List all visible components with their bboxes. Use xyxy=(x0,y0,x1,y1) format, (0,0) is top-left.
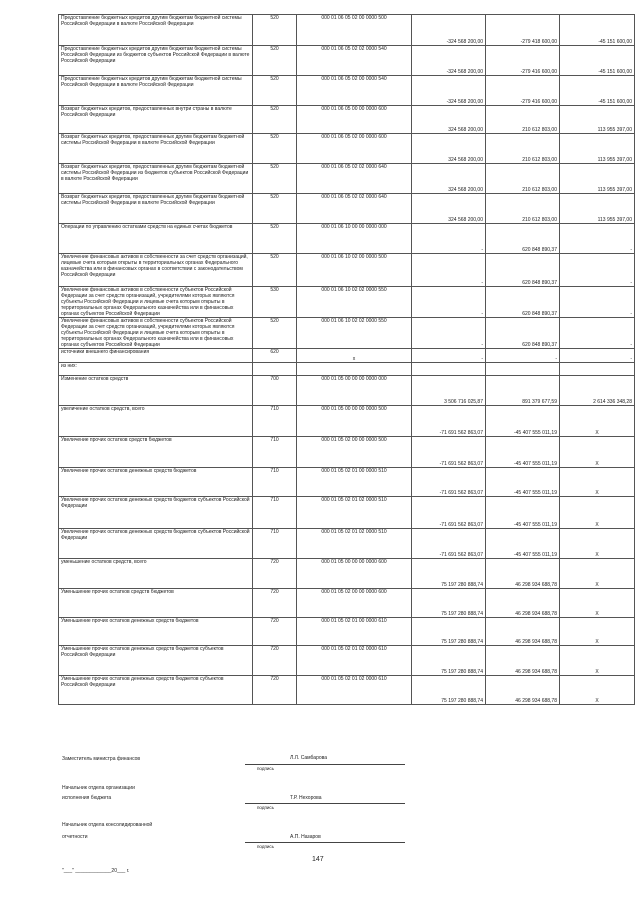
signature-line xyxy=(245,764,405,765)
row-code: 700 xyxy=(253,376,297,406)
table-row xyxy=(59,224,635,254)
row-kbk: 000 01 06 05 02 02 0000 640 xyxy=(297,194,412,224)
row-value-executed: 46 298 934 688,78 xyxy=(486,646,560,676)
row-name: Возврат бюджетных кредитов, предоставленных другим бюджетам бюджетной системы Российской Федерации в валюте Российской Федерации xyxy=(59,194,253,224)
row-value-approved: 75 197 280 888,74 xyxy=(412,676,486,705)
table-row xyxy=(59,589,635,618)
signature-line xyxy=(245,803,405,804)
row-value-executed: -45 407 555 011,19 xyxy=(486,497,560,529)
row-name: Предоставление бюджетных кредитов другим бюджетам бюджетной системы Российской Федерации из бюджетов субъектов Российской Федерации в валюте Российской Федерации xyxy=(59,46,253,76)
row-value-executed: 620 848 890,37 xyxy=(486,224,560,254)
row-code: 710 xyxy=(253,529,297,559)
row-kbk xyxy=(297,363,412,376)
row-value-approved: 75 197 280 888,74 xyxy=(412,646,486,676)
row-kbk: 000 01 05 02 01 00 0000 610 xyxy=(297,618,412,646)
row-name: Возврат бюджетных кредитов, предоставленных внутри страны в валюте Российской Федерации xyxy=(59,106,253,134)
date-line: "___" _____________20___ г. xyxy=(62,868,130,874)
head-org-label-2: исполнения бюджета xyxy=(62,795,112,801)
signature-caption: подпись xyxy=(257,805,275,810)
table-row xyxy=(59,15,635,46)
table-row xyxy=(59,76,635,106)
row-value-approved: 324 568 200,00 xyxy=(412,106,486,134)
row-value-unexecuted: - xyxy=(560,254,635,287)
row-value-approved: 324 568 200,00 xyxy=(412,194,486,224)
row-code: 720 xyxy=(253,676,297,705)
row-value-unexecuted: - xyxy=(560,224,635,254)
row-name: источники внешнего финансирования xyxy=(59,349,253,363)
row-code: 720 xyxy=(253,559,297,589)
head-cons-label-1: Начальник отдела консолидированной xyxy=(62,822,153,828)
row-value-executed: 620 848 890,37 xyxy=(486,318,560,349)
row-value-approved: -71 691 562 863,07 xyxy=(412,406,486,437)
table-row xyxy=(59,468,635,497)
deputy-name: Л.Л. Самбарова xyxy=(290,755,328,761)
row-value-unexecuted: 2 614 336 348,28 xyxy=(560,376,635,406)
row-value-approved: 324 568 200,00 xyxy=(412,134,486,164)
row-value-executed: 891 379 677,59 xyxy=(486,376,560,406)
table-row xyxy=(59,363,635,376)
row-value-executed: 210 612 803,00 xyxy=(486,106,560,134)
table-row xyxy=(59,529,635,559)
head-org-label-1: Начальник отдела организации xyxy=(62,785,135,791)
row-value-approved: 324 568 200,00 xyxy=(412,164,486,194)
row-value-unexecuted: 113 955 397,00 xyxy=(560,164,635,194)
row-value-unexecuted: X xyxy=(560,529,635,559)
row-code: 520 xyxy=(253,164,297,194)
row-value-executed: -45 407 555 011,19 xyxy=(486,468,560,497)
row-name: из них: xyxy=(59,363,253,376)
row-value-approved: 3 506 716 025,87 xyxy=(412,376,486,406)
row-name: Уменьшение прочих остатков средств бюджетов xyxy=(59,589,253,618)
row-code: 520 xyxy=(253,76,297,106)
signature-line xyxy=(245,842,405,843)
row-kbk: 000 01 05 02 01 00 0000 510 xyxy=(297,468,412,497)
row-kbk: 000 01 05 02 01 02 0000 610 xyxy=(297,676,412,705)
head-cons-name: А.П. Назаров xyxy=(290,834,321,840)
row-kbk: 000 01 06 05 02 02 0000 540 xyxy=(297,46,412,76)
row-value-executed: 210 612 803,00 xyxy=(486,134,560,164)
row-value-unexecuted: -45 151 600,00 xyxy=(560,76,635,106)
row-kbk: 000 01 06 05 02 02 0000 640 xyxy=(297,164,412,194)
signature-caption: подпись xyxy=(257,844,275,849)
row-kbk: x xyxy=(297,349,412,363)
row-name: Увеличение прочих остатков денежных средств бюджетов xyxy=(59,468,253,497)
row-kbk: 000 01 06 05 02 00 0000 540 xyxy=(297,76,412,106)
signature-caption: подпись xyxy=(257,766,275,771)
row-name: уменьшение остатков средств, всего xyxy=(59,559,253,589)
row-value-executed: -45 407 555 011,19 xyxy=(486,437,560,468)
row-name: Увеличение финансовых активов в собственности субъектов Российской Федерации за счет средств организаций, учредителями которых являются субъекты Российской Федерации и лицевые счета которым открыты в территориальных органах Федерального казначейства или в финансовых органах субъектов Российской Федерации xyxy=(59,318,253,349)
table-row xyxy=(59,318,635,349)
table-row xyxy=(59,437,635,468)
row-code: 530 xyxy=(253,287,297,318)
head-org-name: Т.Р. Нехорова xyxy=(290,795,322,801)
row-value-unexecuted: 113 955 397,00 xyxy=(560,134,635,164)
row-kbk: 000 01 05 00 00 00 0000 500 xyxy=(297,406,412,437)
row-value-approved: -324 568 200,00 xyxy=(412,46,486,76)
row-name: Предоставление бюджетных кредитов другим бюджетам бюджетной системы Российской Федерации в валюте Российской Федерации xyxy=(59,15,253,46)
row-code: 520 xyxy=(253,134,297,164)
row-kbk: 000 01 06 10 02 00 0000 500 xyxy=(297,254,412,287)
row-name: Уменьшение прочих остатков денежных средств бюджетов xyxy=(59,618,253,646)
row-name: Изменение остатков средств xyxy=(59,376,253,406)
row-value-unexecuted: X xyxy=(560,559,635,589)
row-kbk: 000 01 05 00 00 00 0000 600 xyxy=(297,559,412,589)
row-name: Возврат бюджетных кредитов, предоставленных другим бюджетам бюджетной системы Российской Федерации из бюджетов субъектов Российской Федерации в валюте Российской Федерации xyxy=(59,164,253,194)
row-value-executed: -45 407 555 011,19 xyxy=(486,529,560,559)
row-kbk: 000 01 05 02 00 00 0000 500 xyxy=(297,437,412,468)
table-row xyxy=(59,618,635,646)
row-value-unexecuted: 113 955 397,00 xyxy=(560,194,635,224)
row-value-approved: - xyxy=(412,224,486,254)
row-value-unexecuted xyxy=(560,363,635,376)
row-kbk: 000 01 06 10 02 02 0000 550 xyxy=(297,318,412,349)
row-kbk: 000 01 05 02 01 02 0000 510 xyxy=(297,529,412,559)
row-value-executed: 210 612 803,00 xyxy=(486,164,560,194)
table-row xyxy=(59,406,635,437)
row-value-approved: - xyxy=(412,287,486,318)
row-name: увеличение остатков средств, всего xyxy=(59,406,253,437)
row-code: 520 xyxy=(253,318,297,349)
row-value-approved: -324 568 200,00 xyxy=(412,15,486,46)
table-row xyxy=(59,164,635,194)
row-value-unexecuted: X xyxy=(560,437,635,468)
row-value-unexecuted: - xyxy=(560,318,635,349)
table-row xyxy=(59,287,635,318)
row-kbk: 000 01 06 05 02 00 0000 600 xyxy=(297,134,412,164)
table-row xyxy=(59,349,635,363)
row-value-executed: 46 298 934 688,78 xyxy=(486,589,560,618)
table-row xyxy=(59,194,635,224)
row-code: 720 xyxy=(253,589,297,618)
table-row xyxy=(59,254,635,287)
row-value-approved: -71 691 562 863,07 xyxy=(412,468,486,497)
row-code: 710 xyxy=(253,437,297,468)
row-kbk: 000 01 05 02 01 02 0000 510 xyxy=(297,497,412,529)
row-value-approved: -71 691 562 863,07 xyxy=(412,437,486,468)
row-kbk: 000 01 05 02 01 02 0000 610 xyxy=(297,646,412,676)
row-value-approved: - xyxy=(412,254,486,287)
table-row xyxy=(59,106,635,134)
row-value-approved: - xyxy=(412,349,486,363)
row-name: Возврат бюджетных кредитов, предоставленных другим бюджетам бюджетной системы Российской Федерации в валюте Российской Федерации xyxy=(59,134,253,164)
row-value-executed: - xyxy=(486,349,560,363)
deputy-label: Заместитель министра финансов xyxy=(62,756,141,762)
row-value-executed: 210 612 803,00 xyxy=(486,194,560,224)
row-value-unexecuted: X xyxy=(560,589,635,618)
row-value-unexecuted: X xyxy=(560,468,635,497)
row-name: Предоставление бюджетных кредитов другим бюджетам бюджетной системы Российской Федерации в валюте Российской Федерации xyxy=(59,76,253,106)
page-number: 147 xyxy=(312,856,324,863)
row-value-approved: - xyxy=(412,318,486,349)
row-name: Увеличение прочих остатков денежных средств бюджетов субъектов Российской Федерации xyxy=(59,529,253,559)
row-value-unexecuted: X xyxy=(560,406,635,437)
row-name: Уменьшение прочих остатков денежных средств бюджетов субъектов Российской Федерации xyxy=(59,646,253,676)
row-value-unexecuted: - xyxy=(560,287,635,318)
row-kbk: 000 01 05 00 00 00 0000 000 xyxy=(297,376,412,406)
row-code: 710 xyxy=(253,406,297,437)
row-name: Увеличение финансовых активов в собственности за счет средств организаций, лицевые счета которым открыты в территориальных органах Федерального казначейства или в финансовых органах в соответствии с законодательством Российской Федерации xyxy=(59,254,253,287)
row-value-executed: -279 416 600,00 xyxy=(486,46,560,76)
row-value-approved xyxy=(412,363,486,376)
row-code: 520 xyxy=(253,106,297,134)
row-name: Операции по управлению остатками средств на единых счетах бюджетов xyxy=(59,224,253,254)
row-code: 520 xyxy=(253,194,297,224)
row-value-executed: -45 407 555 011,19 xyxy=(486,406,560,437)
row-value-approved: -71 691 562 863,07 xyxy=(412,497,486,529)
report-table xyxy=(58,14,635,705)
row-value-unexecuted: X xyxy=(560,646,635,676)
table-row xyxy=(59,46,635,76)
row-value-unexecuted: X xyxy=(560,676,635,705)
row-value-executed: -279 418 600,00 xyxy=(486,15,560,46)
row-code: 710 xyxy=(253,468,297,497)
row-name: Уменьшение прочих остатков денежных средств бюджетов субъектов Российской Федерации xyxy=(59,676,253,705)
row-kbk: 000 01 06 05 00 00 0000 600 xyxy=(297,106,412,134)
row-value-executed: 46 298 934 688,78 xyxy=(486,559,560,589)
row-code xyxy=(253,363,297,376)
table-row xyxy=(59,497,635,529)
row-kbk: 000 01 06 05 02 00 0000 500 xyxy=(297,15,412,46)
row-kbk: 000 01 05 02 00 00 0000 600 xyxy=(297,589,412,618)
row-value-unexecuted: - xyxy=(560,349,635,363)
row-value-executed: 46 298 934 688,78 xyxy=(486,676,560,705)
row-value-executed: -279 416 600,00 xyxy=(486,76,560,106)
table-row xyxy=(59,676,635,705)
table-row xyxy=(59,134,635,164)
row-code: 520 xyxy=(253,15,297,46)
row-code: 520 xyxy=(253,46,297,76)
head-cons-label-2: отчетности xyxy=(62,834,88,840)
row-code: 720 xyxy=(253,646,297,676)
row-value-executed xyxy=(486,363,560,376)
row-value-unexecuted: X xyxy=(560,497,635,529)
row-value-unexecuted: 113 955 397,00 xyxy=(560,106,635,134)
row-value-approved: 75 197 280 888,74 xyxy=(412,589,486,618)
row-value-unexecuted: -45 151 600,00 xyxy=(560,46,635,76)
row-value-executed: 620 848 890,37 xyxy=(486,254,560,287)
row-name: Увеличение финансовых активов в собственности субъектов Российской Федерации за счет средств организаций, учредителями которых являются субъекты Российской Федерации и лицевые счета которым открыты в территориальных органах Федерального казначейства или в финансовых органах субъектов Российской Федерации xyxy=(59,287,253,318)
row-value-executed: 46 298 934 688,78 xyxy=(486,618,560,646)
row-code: 720 xyxy=(253,618,297,646)
row-code: 620 xyxy=(253,349,297,363)
row-value-approved: 75 197 280 888,74 xyxy=(412,559,486,589)
row-value-approved: -71 691 562 863,07 xyxy=(412,529,486,559)
row-value-unexecuted: X xyxy=(560,618,635,646)
row-kbk: 000 01 06 10 02 02 0000 550 xyxy=(297,287,412,318)
table-row xyxy=(59,559,635,589)
table-row xyxy=(59,376,635,406)
row-value-executed: 620 848 890,37 xyxy=(486,287,560,318)
table-row xyxy=(59,646,635,676)
row-value-unexecuted: -45 151 600,00 xyxy=(560,15,635,46)
row-kbk: 000 01 06 10 00 00 0000 000 xyxy=(297,224,412,254)
row-code: 710 xyxy=(253,497,297,529)
row-code: 520 xyxy=(253,254,297,287)
row-name: Увеличение прочих остатков средств бюджетов xyxy=(59,437,253,468)
row-value-approved: -324 568 200,00 xyxy=(412,76,486,106)
row-value-approved: 75 197 280 888,74 xyxy=(412,618,486,646)
row-name: Увеличение прочих остатков денежных средств бюджетов субъектов Российской Федерации xyxy=(59,497,253,529)
row-code: 520 xyxy=(253,224,297,254)
